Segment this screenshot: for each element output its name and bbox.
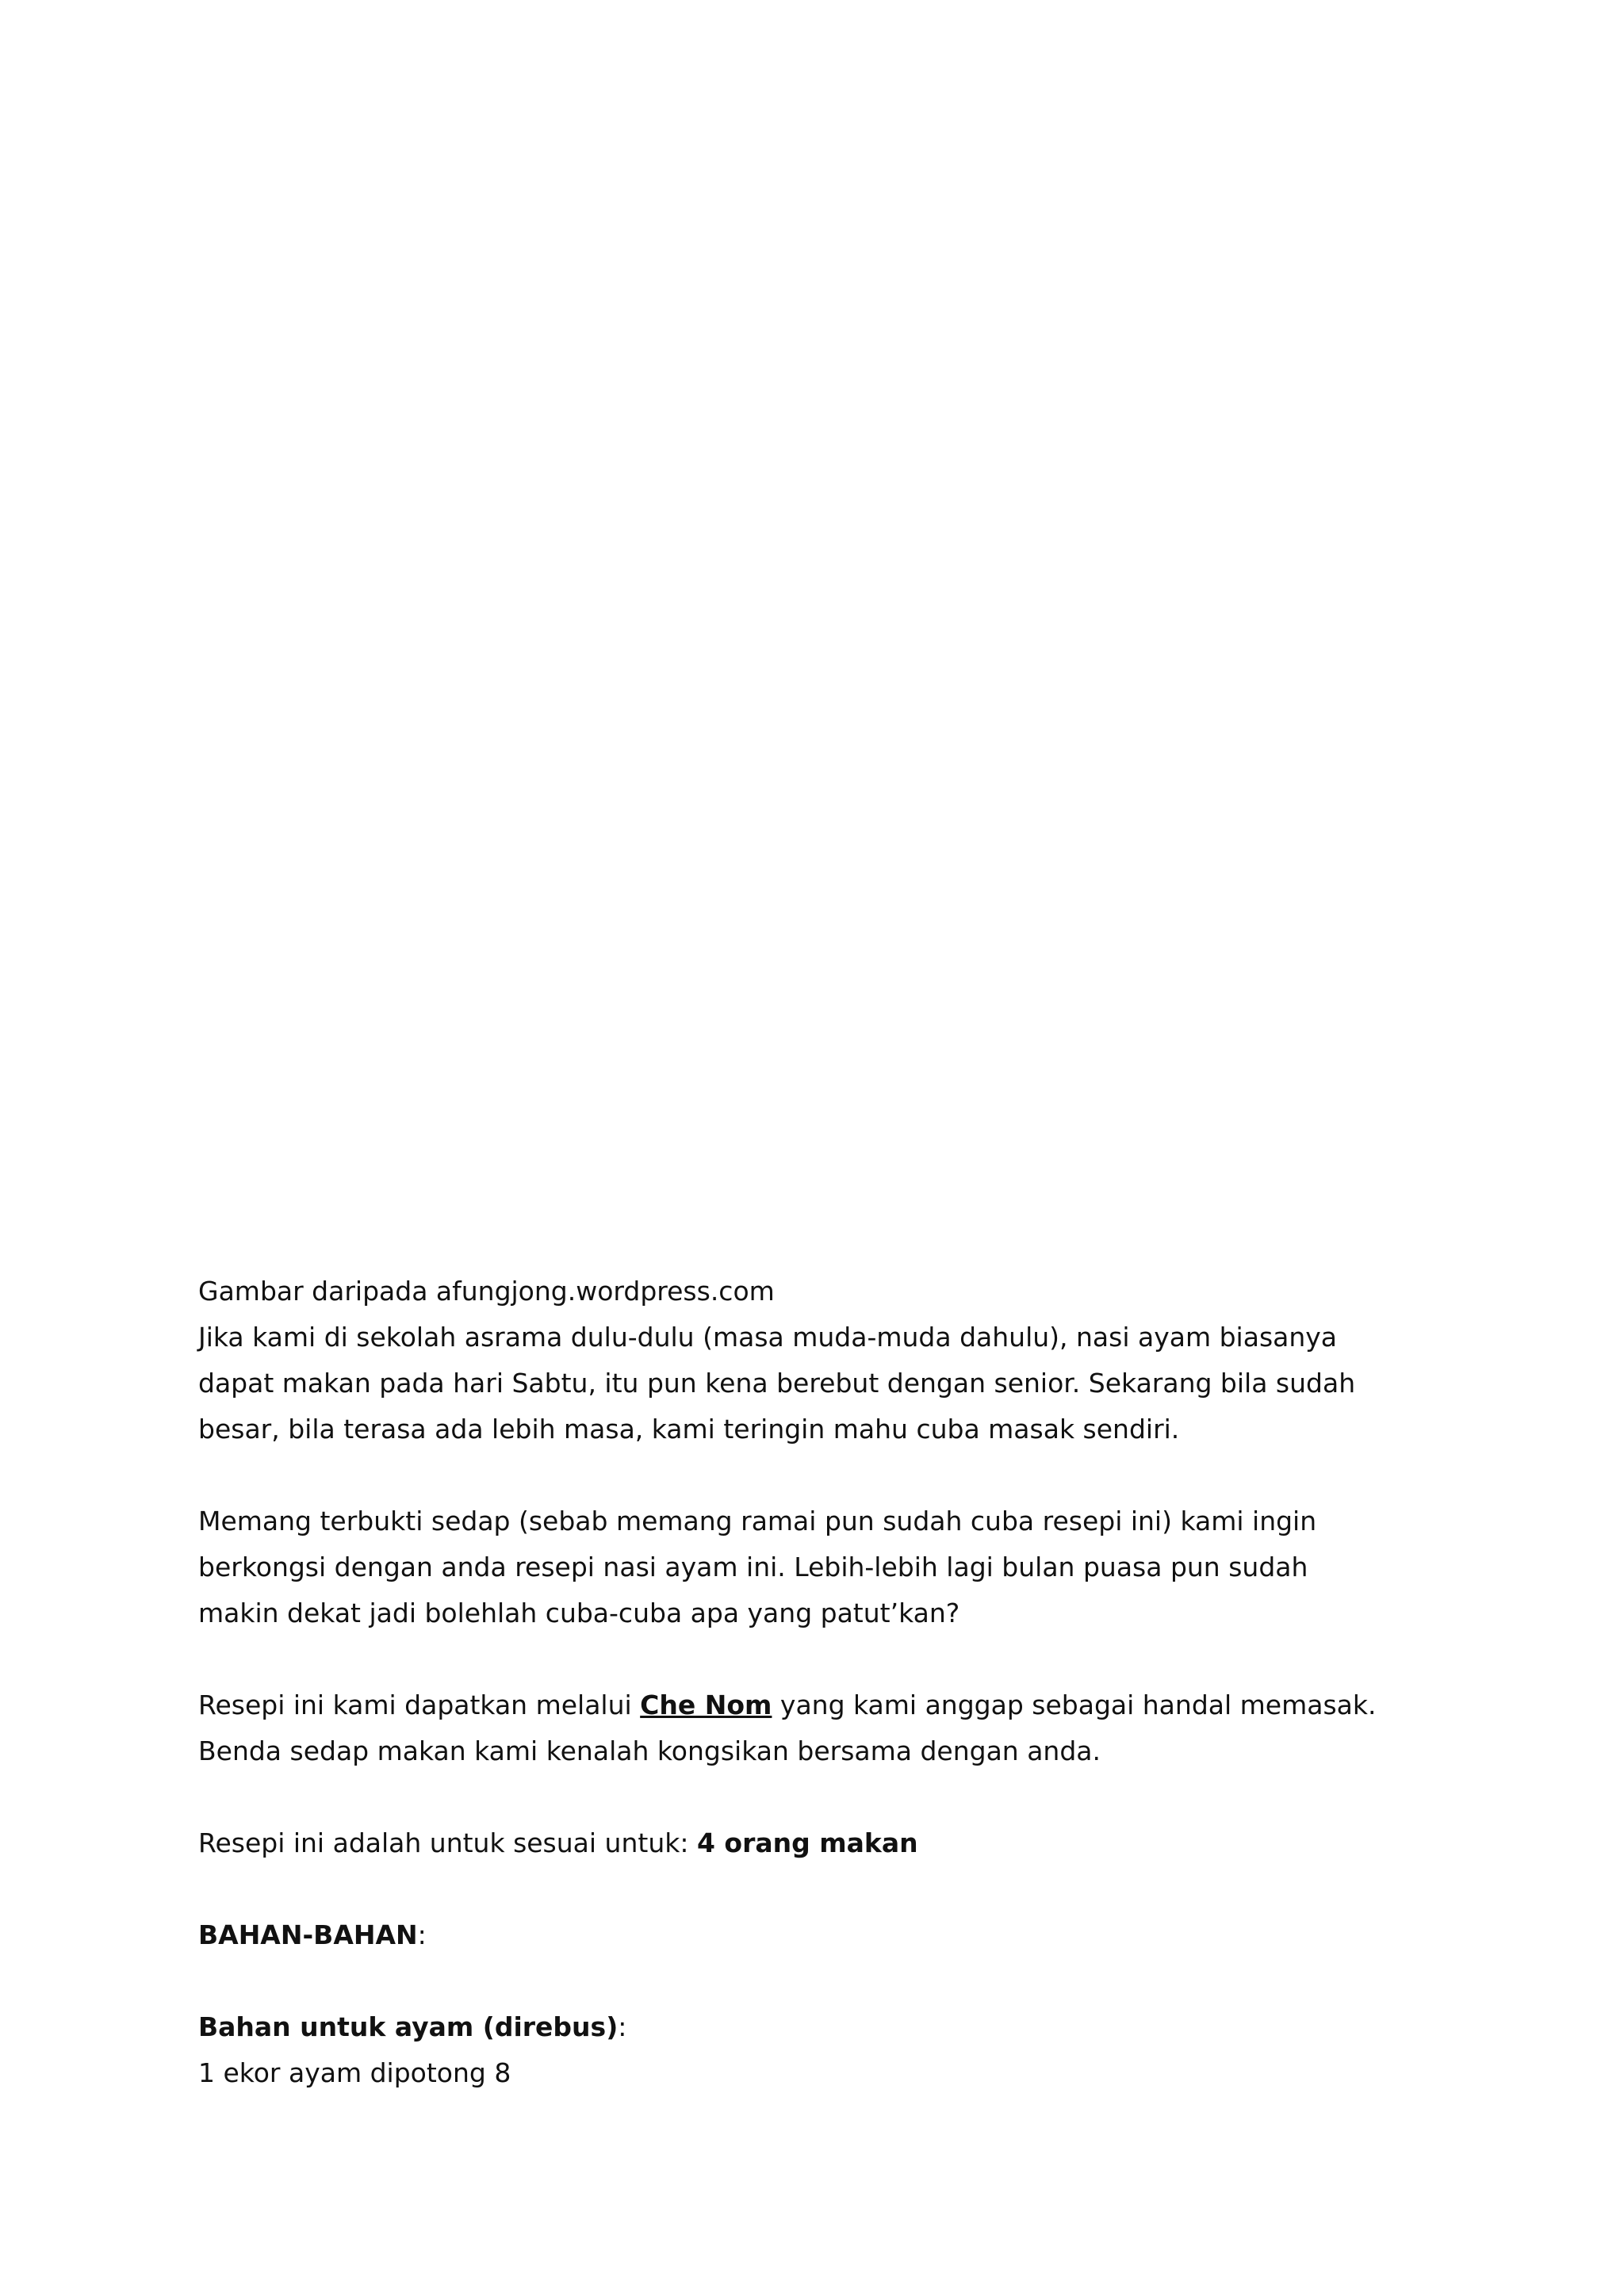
ingredient-item: 1 ekor ayam dipotong 8 — [198, 2057, 511, 2088]
paragraph-spacer — [198, 1958, 1467, 2004]
para3-text-after-link: yang kami anggap sebagai handal memasak. — [772, 1689, 1377, 1720]
chicken-heading-text: Bahan untuk ayam (direbus) — [198, 2011, 619, 2042]
ingredients-heading — [198, 1912, 1467, 1958]
para3-line-1 — [198, 1682, 1467, 1728]
serving-value: 4 orang makan — [696, 1827, 918, 1858]
chicken-ingredients-heading — [198, 2004, 1467, 2050]
intro-line-1: Jika kami di sekolah asrama dulu-dulu (masa muda-muda dahulu), nasi ayam biasanya — [198, 1322, 1338, 1353]
serving-label: Resepi ini adalah untuk sesuai untuk: — [198, 1827, 697, 1858]
paragraph-spacer — [198, 1452, 1467, 1498]
image-caption: Gambar daripada afungjong.wordpress.com — [198, 1276, 775, 1307]
serving-line — [198, 1820, 1467, 1866]
intro-line-3: besar, bila terasa ada lebih masa, kami teringin mahu cuba masak sendiri. — [198, 1414, 1180, 1445]
ingredients-heading-text: BAHAN-BAHAN — [198, 1919, 418, 1950]
paragraph-spacer — [198, 1774, 1467, 1820]
para2-line-3: makin dekat jadi bolehlah cuba-cuba apa yang patut’kan? — [198, 1598, 960, 1628]
para3-text-before-link: Resepi ini kami dapatkan melalui — [198, 1689, 641, 1720]
paragraph-spacer — [198, 1866, 1467, 1912]
ingredients-heading-colon: : — [417, 1919, 427, 1950]
chicken-heading-colon: : — [618, 2011, 627, 2042]
document-body — [198, 1269, 1467, 2096]
paragraph-spacer — [198, 1636, 1467, 1682]
para2-line-1: Memang terbukti sedap (sebab memang ramai pun sudah cuba resepi ini) kami ingin — [198, 1506, 1317, 1536]
che-nom-link[interactable]: Che Nom — [640, 1689, 772, 1720]
para3-line-2: Benda sedap makan kami kenalah kongsikan bersama dengan anda. — [198, 1735, 1101, 1766]
para2-line-2: berkongsi dengan anda resepi nasi ayam ini. Lebih-lebih lagi bulan puasa pun sudah — [198, 1552, 1308, 1582]
intro-line-2: dapat makan pada hari Sabtu, itu pun kena berebut dengan senior. Sekarang bila sudah — [198, 1368, 1356, 1399]
